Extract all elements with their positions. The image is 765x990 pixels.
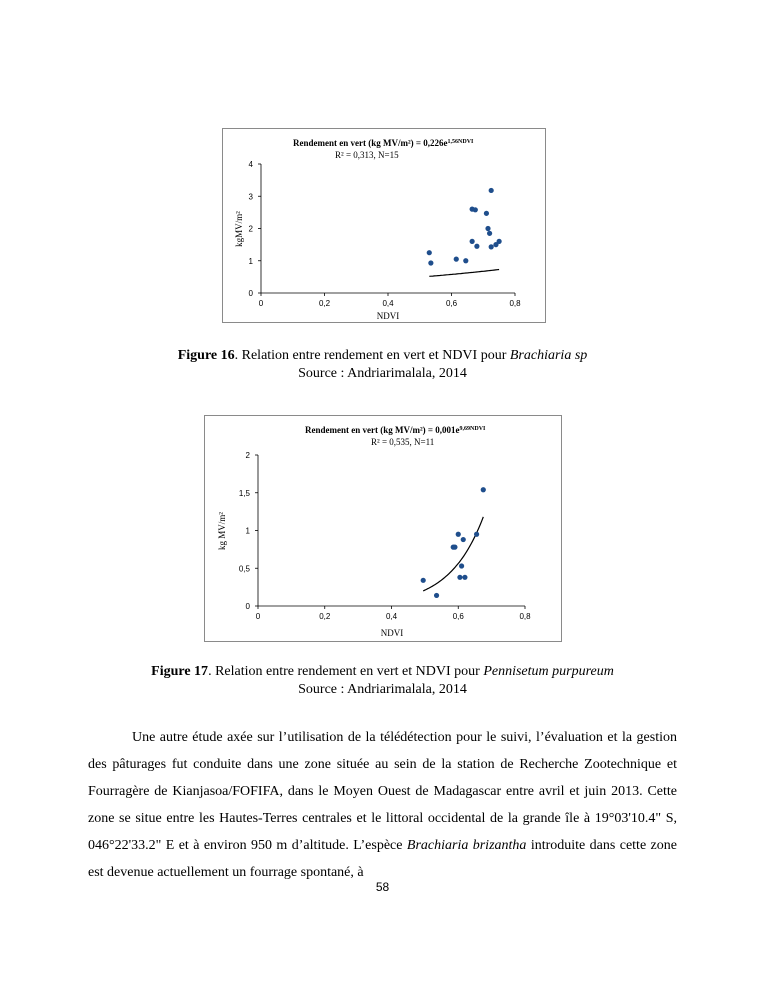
data-point bbox=[462, 575, 467, 580]
figure-16-caption: Figure 16. Relation entre rendement en vert et NDVI pour Brachiaria sp Source : Andriarimalala, 2014 bbox=[177, 348, 588, 381]
y-tick-label: 1,5 bbox=[238, 488, 250, 498]
data-point bbox=[497, 239, 502, 244]
data-point bbox=[485, 226, 490, 231]
x-tick-label: 0,4 bbox=[382, 299, 394, 308]
chart1-trendline bbox=[429, 270, 499, 277]
species-name: Brachiaria brizantha bbox=[406, 838, 527, 853]
x-tick-label: 0,4 bbox=[385, 612, 398, 621]
figure-16-plot bbox=[223, 129, 545, 322]
data-point bbox=[487, 231, 492, 236]
chart2-stats: R² = 0,535, N=11 bbox=[371, 437, 435, 447]
data-point bbox=[461, 537, 466, 542]
figure-16-label: Figure 16 bbox=[177, 348, 235, 363]
data-point bbox=[489, 244, 494, 249]
data-point bbox=[452, 545, 457, 550]
data-point bbox=[421, 578, 426, 583]
data-point bbox=[481, 487, 486, 492]
figure-17-plot bbox=[205, 416, 561, 641]
data-point bbox=[470, 239, 475, 244]
figure-17-chart bbox=[204, 415, 562, 642]
x-tick-label: 0,6 bbox=[452, 612, 464, 621]
figure-17-label: Figure 17 bbox=[151, 664, 209, 679]
chart2-equation: Rendement en vert (kg $MV/m^2) = 0,001e^{9,69NDVI}$ bbox=[305, 425, 486, 435]
x-tick-label: 0,2 bbox=[319, 612, 331, 621]
figure-16-chart bbox=[222, 128, 546, 323]
chart1-equation: Rendement en vert (kg $MV/m^2) = 0,226e^{1,56NDVI}$ bbox=[293, 138, 474, 148]
chart1-y-label: kgMV/m² bbox=[234, 211, 244, 247]
x-tick-label: 0,8 bbox=[509, 299, 521, 308]
data-point bbox=[427, 250, 432, 255]
data-point bbox=[489, 188, 494, 193]
data-point bbox=[473, 207, 478, 212]
data-point bbox=[428, 260, 433, 265]
y-tick-label: 1 bbox=[248, 256, 253, 266]
y-tick-label: 1 bbox=[245, 526, 250, 536]
data-point bbox=[434, 593, 439, 598]
y-tick-label: 0 bbox=[248, 289, 253, 298]
chart1-stats: R² = 0,313, N=15 bbox=[335, 150, 399, 160]
data-point bbox=[454, 257, 459, 262]
x-tick-label: 0,8 bbox=[519, 612, 531, 621]
data-point bbox=[456, 532, 461, 537]
data-point bbox=[457, 575, 462, 580]
y-tick-label: 0,5 bbox=[238, 564, 250, 574]
chart2-trendline bbox=[423, 517, 483, 591]
body-paragraph: Une autre étude axée sur l’utilisation de la télédétection pour le suivi, l’évaluation et la gestion des pâturages fut conduite dans une zone située au sein de la station de Recherche Zootechnique et Fourragère de Kianjasoa/FOFIFA, dans le Moyen Ouest de Madagascar entre avril et juin 2013. Cette zone se situe entre les Hautes-Terres centrales et le littoral occidental de la grande île à 19°03'10.4" S, 046°22'33.2" E et à environ 950 m d’altitude. L’espèce Brachiaria brizantha introduite dans cette zone est devenue actuellement un fourrage spontané, à bbox=[88, 730, 677, 880]
figure-17-species: Pennisetum purpureum bbox=[483, 664, 614, 679]
x-tick-label: 0,2 bbox=[318, 299, 331, 308]
figure-17-source: Source : Andriarimalala, 2014 bbox=[298, 682, 467, 697]
y-tick-label: 4 bbox=[248, 160, 253, 169]
y-tick-label: 2 bbox=[245, 451, 250, 460]
data-point bbox=[474, 532, 479, 537]
figure-17-caption: Figure 17. Relation entre rendement en vert et NDVI pour Pennisetum purpureum Source : Andriarimalala, 2014 bbox=[151, 664, 614, 697]
figure-16-source: Source : Andriarimalala, 2014 bbox=[298, 366, 467, 381]
x-tick-label: 0,6 bbox=[445, 299, 458, 308]
data-point bbox=[484, 211, 489, 216]
data-point bbox=[474, 244, 479, 249]
y-tick-label: 0 bbox=[245, 602, 250, 611]
data-point bbox=[459, 563, 464, 568]
y-tick-label: 2 bbox=[248, 224, 253, 234]
page-number: 58 bbox=[375, 880, 390, 894]
y-tick-label: 3 bbox=[248, 192, 253, 202]
chart1-x-label: NDVI bbox=[376, 311, 400, 321]
data-point bbox=[463, 258, 468, 263]
x-tick-label: 0 bbox=[255, 612, 261, 621]
figure-16-species: Brachiaria sp bbox=[509, 348, 588, 363]
x-tick-label: 0 bbox=[258, 299, 264, 308]
chart2-x-label: NDVI bbox=[380, 628, 404, 638]
chart2-y-label: kg MV/m² bbox=[217, 512, 227, 550]
